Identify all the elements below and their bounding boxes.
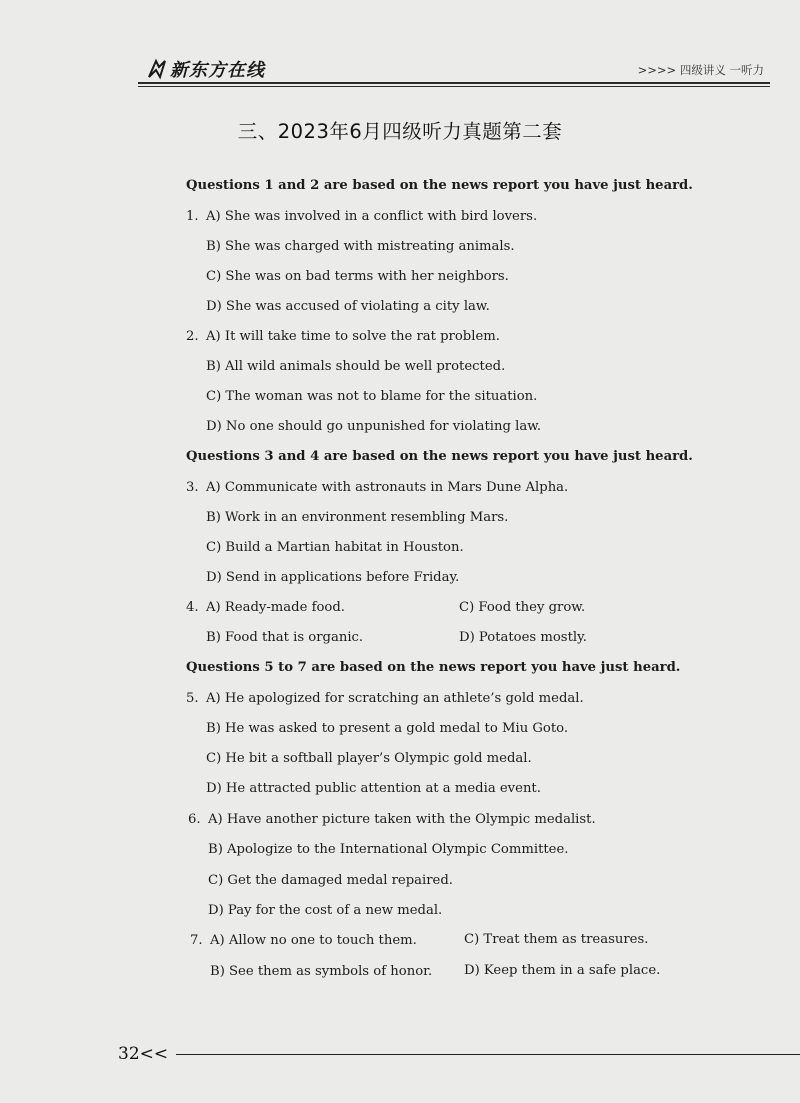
group-instruction: Questions 1 and 2 are based on the news report you have just heard. xyxy=(186,178,693,193)
option-d: D) Keep them in a safe place. xyxy=(464,963,661,978)
question-number: 6. xyxy=(188,812,201,827)
option-d: D) Potatoes mostly. xyxy=(459,630,587,645)
option-c: C) Get the damaged medal repaired. xyxy=(208,873,453,888)
option-b: B) Apologize to the International Olympic Committee. xyxy=(208,842,569,857)
question-number: 1. xyxy=(186,209,199,224)
option-a: A) She was involved in a conflict with bird lovers. xyxy=(206,209,538,224)
option-c: C) The woman was not to blame for the situation. xyxy=(206,389,538,404)
page-number: 32<< xyxy=(118,1044,169,1064)
logo-mark-icon xyxy=(146,58,168,80)
question-number: 5. xyxy=(186,691,199,706)
option-a: A) He apologized for scratching an athlete’s gold medal. xyxy=(206,691,584,706)
question-number: 7. xyxy=(190,933,203,948)
option-d: D) Send in applications before Friday. xyxy=(206,570,460,585)
option-d: D) She was accused of violating a city law. xyxy=(206,299,490,314)
option-b: B) Food that is organic. xyxy=(206,630,364,645)
option-c: C) Treat them as treasures. xyxy=(464,932,649,947)
section-label: >>>> 四级讲义 一听力 xyxy=(637,63,764,77)
page-header xyxy=(138,52,770,92)
option-c: C) He bit a softball player’s Olympic gold medal. xyxy=(206,751,532,766)
option-a: A) Have another picture taken with the Olympic medalist. xyxy=(208,812,596,827)
group-instruction: Questions 3 and 4 are based on the news report you have just heard. xyxy=(186,449,693,464)
option-b: B) See them as symbols of honor. xyxy=(210,964,433,979)
option-b: B) She was charged with mistreating animals. xyxy=(206,239,515,254)
logo-text: 新东方在线 xyxy=(170,60,265,81)
option-b: B) All wild animals should be well protected. xyxy=(206,359,506,374)
option-d: D) No one should go unpunished for violating law. xyxy=(206,419,542,434)
option-d: D) Pay for the cost of a new medal. xyxy=(208,903,443,918)
option-a: A) Ready-made food. xyxy=(206,600,346,615)
option-a: A) Communicate with astronauts in Mars Dune Alpha. xyxy=(206,480,569,495)
option-c: C) Build a Martian habitat in Houston. xyxy=(206,540,464,555)
header-rule-thin xyxy=(138,86,770,87)
option-c: C) Food they grow. xyxy=(459,600,586,615)
header-rule xyxy=(138,82,770,84)
page-footer xyxy=(118,1040,800,1070)
option-a: A) It will take time to solve the rat problem. xyxy=(206,329,500,344)
option-b: B) He was asked to present a gold medal to Miu Goto. xyxy=(206,721,569,736)
question-number: 3. xyxy=(186,480,199,495)
option-c: C) She was on bad terms with her neighbors. xyxy=(206,269,509,284)
publisher-logo xyxy=(146,56,265,82)
option-d: D) He attracted public attention at a media event. xyxy=(206,781,541,796)
page-title: 三、2023年6月四级听力真题第二套 xyxy=(237,120,563,143)
option-a: A) Allow no one to touch them. xyxy=(210,933,417,948)
question-number: 2. xyxy=(186,329,199,344)
question-number: 4. xyxy=(186,600,199,615)
option-b: B) Work in an environment resembling Mars. xyxy=(206,510,509,525)
group-instruction: Questions 5 to 7 are based on the news report you have just heard. xyxy=(186,660,681,675)
footer-rule xyxy=(176,1054,800,1055)
